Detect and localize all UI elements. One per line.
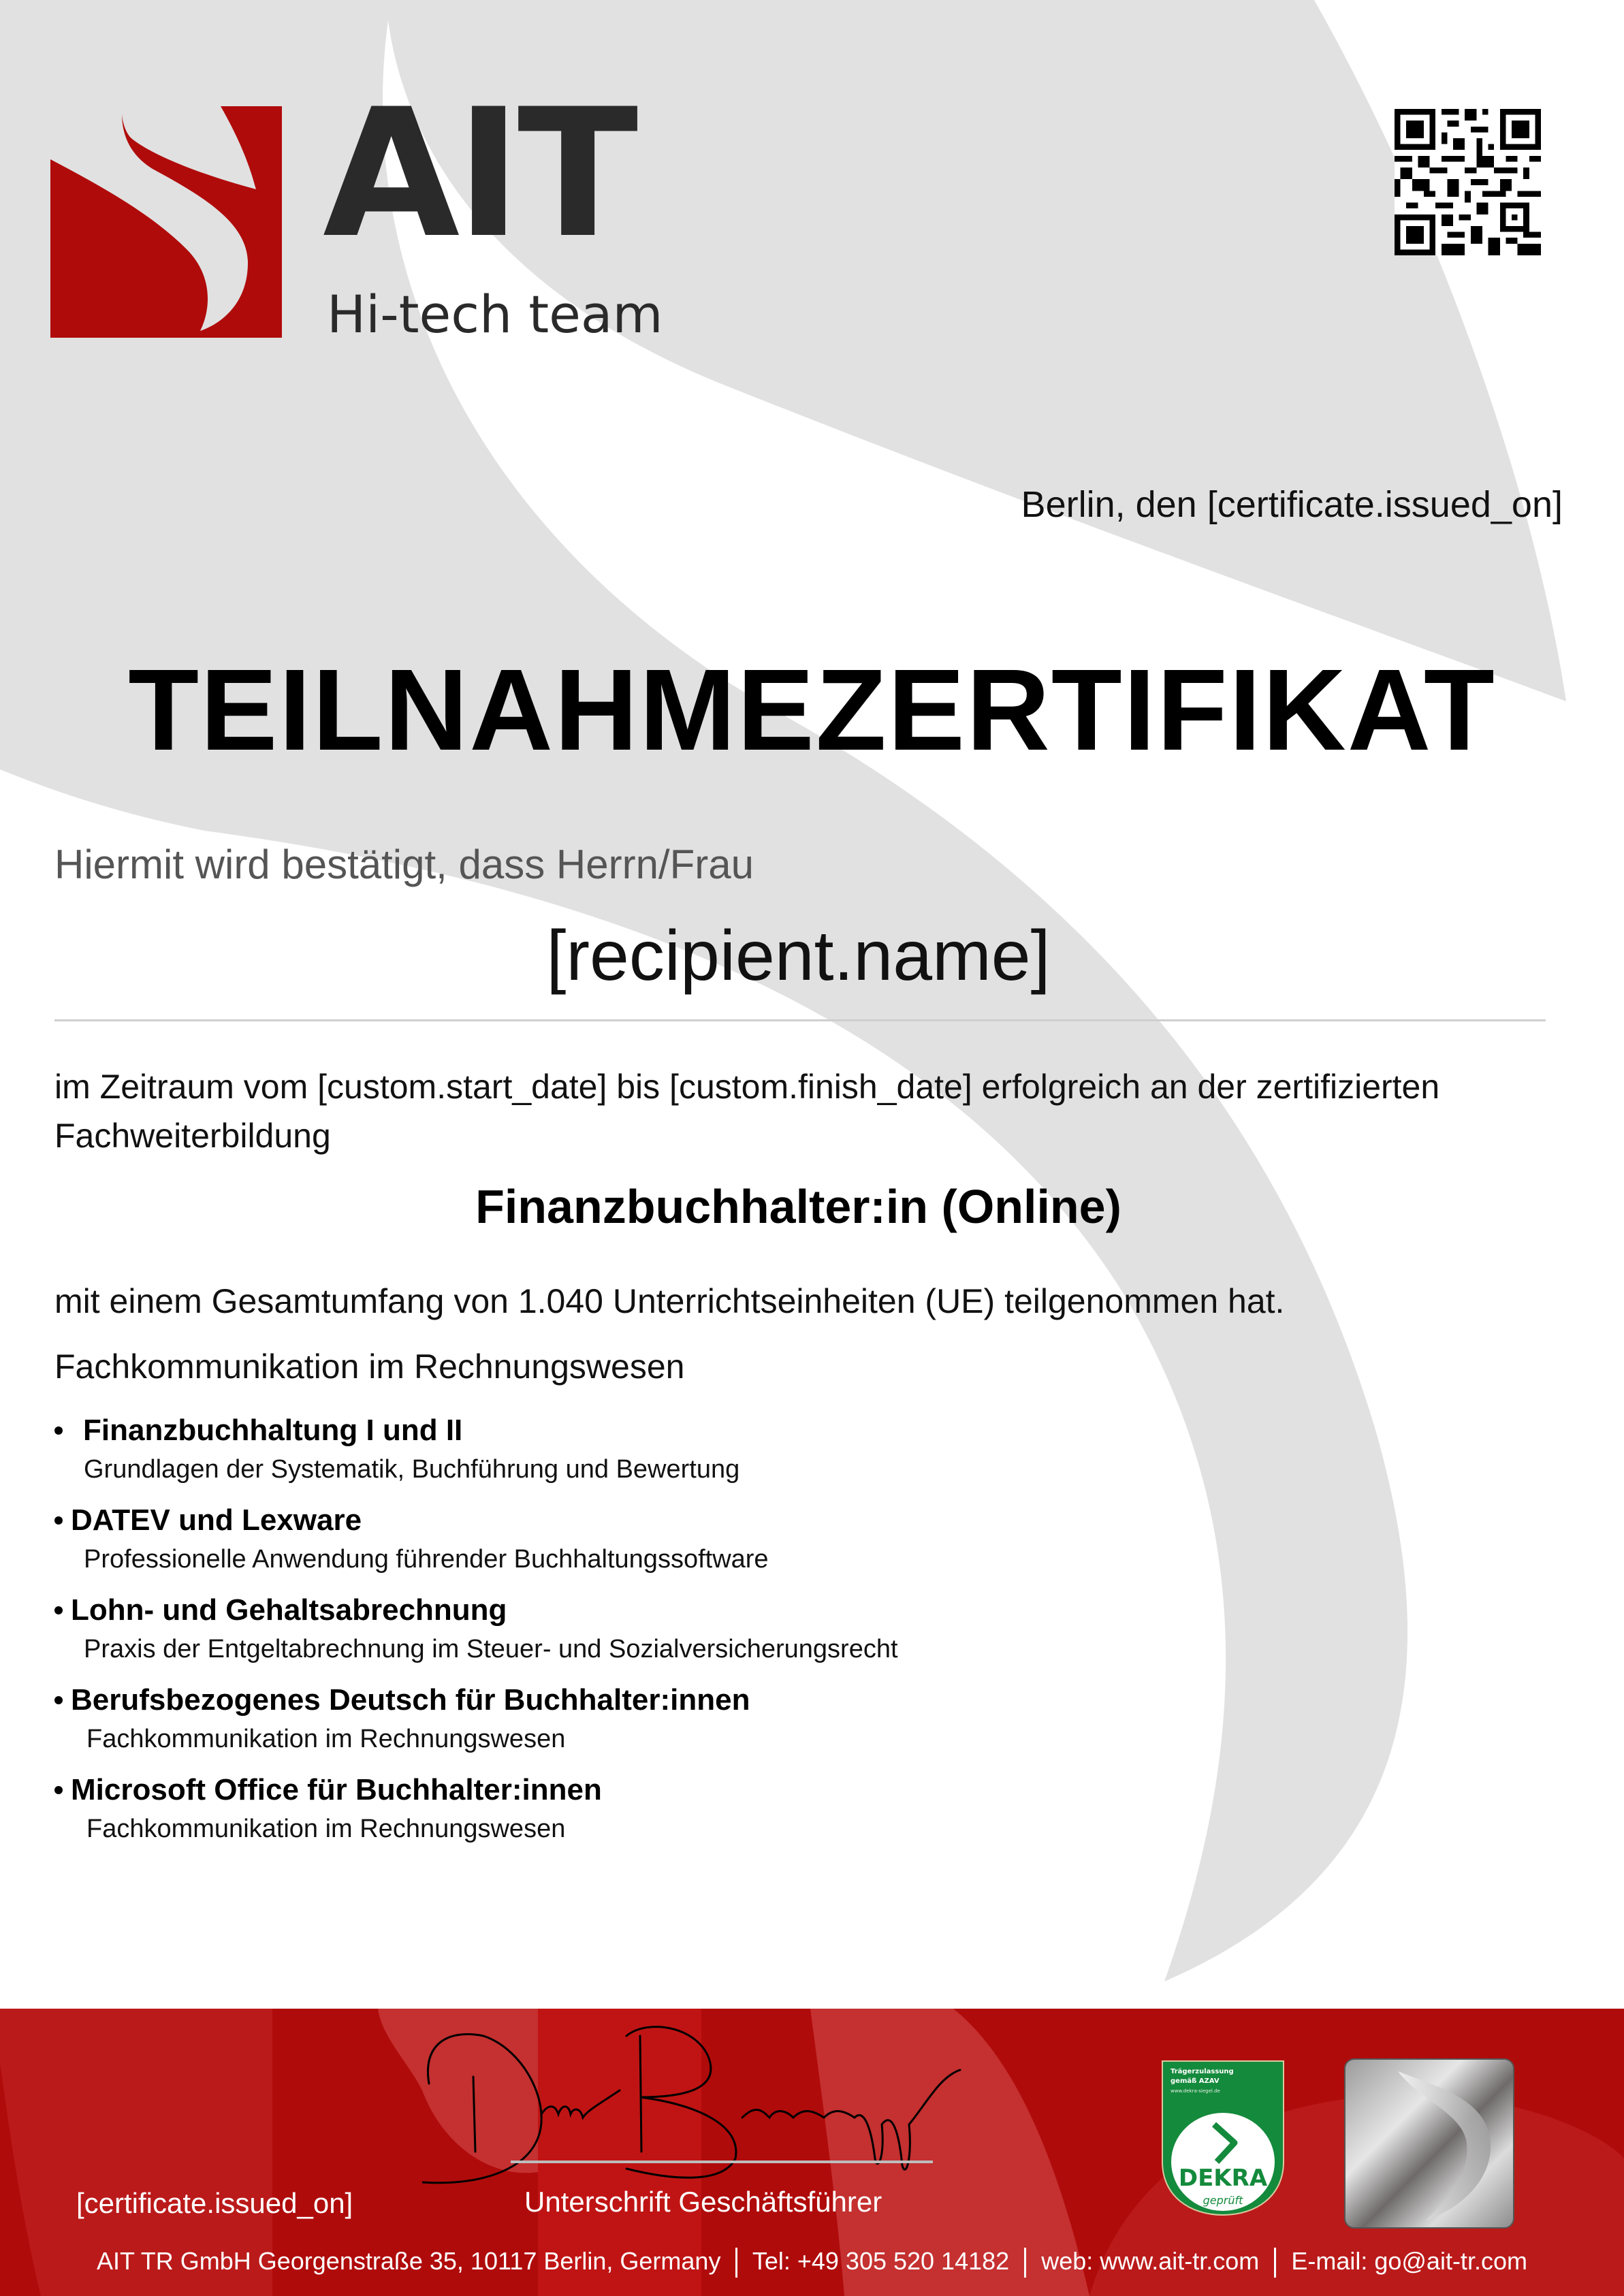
module-title: Finanzbuchhaltung I und II [83, 1414, 463, 1447]
module-description: Fachkommunikation im Rechnungswesen [86, 1725, 566, 1753]
issue-date-footer: [certificate.issued_on] [76, 2187, 353, 2219]
subject-line: Fachkommunikation im Rechnungswesen [54, 1348, 685, 1386]
website-link[interactable]: web: www.ait-tr.com [1041, 2247, 1260, 2275]
company-address: AIT TR GmbH Georgenstraße 35, 10117 Berlin, Germany [97, 2247, 721, 2275]
dekra-azav-badge-icon [1161, 2060, 1285, 2216]
contact-line [0, 2247, 1624, 2278]
module-item [54, 1591, 1076, 1668]
svg-text:www.dekra-siegel.de: www.dekra-siegel.de [1171, 2088, 1220, 2094]
volume-text: mit einem Gesamtumfang von 1.040 Unterrichtseinheiten (UE) teilgenommen hat. [54, 1282, 1285, 1320]
module-title: Microsoft Office für Buchhalter:innen [71, 1773, 602, 1806]
period-text: im Zeitraum vom [custom.start_date] bis [custom.finish_date] erfolgreich an der zertifizierten Fachweiterbildung [54, 1068, 1440, 1155]
email-link[interactable]: E-mail: go@ait-tr.com [1291, 2247, 1527, 2275]
module-item [54, 1770, 1076, 1848]
svg-text:gemäß AZAV: gemäß AZAV [1171, 2077, 1220, 2085]
logo-wordmark: AIT [323, 71, 635, 277]
module-description: Professionelle Anwendung führender Buchhaltungssoftware [84, 1545, 769, 1574]
place-and-date: Berlin, den [certificate.issued_on] [1021, 484, 1563, 525]
bullet-icon [54, 1786, 63, 1794]
course-title: Finanzbuchhalter:in (Online) [475, 1180, 1121, 1233]
bullet-icon [54, 1606, 63, 1614]
bullet-icon [54, 1516, 63, 1525]
certificate-title: TEILNAHMEZERTIFIKAT [128, 645, 1496, 775]
module-item [54, 1501, 1076, 1578]
separator [1274, 2248, 1276, 2278]
recipient-name: [recipient.name] [546, 916, 1051, 995]
module-description: Praxis der Entgeltabrechnung im Steuer- und Sozialversicherungsrecht [84, 1635, 898, 1663]
module-item [54, 1411, 1076, 1488]
separator [1024, 2248, 1026, 2278]
logo-tagline: Hi-tech team [327, 284, 663, 345]
svg-text:DEKRA: DEKRA [1178, 2165, 1268, 2192]
phone-number: Tel: +49 305 520 14182 [752, 2247, 1010, 2275]
module-title: Lohn- und Gehaltsabrechnung [71, 1593, 507, 1627]
signature-label: Unterschrift Geschäftsführer [524, 2186, 882, 2218]
signature-line [511, 2161, 933, 2163]
ait-logo-mark-icon [50, 106, 282, 338]
module-title: DATEV und Lexware [71, 1503, 362, 1537]
module-title: Berufsbezogenes Deutsch für Buchhalter:innen [71, 1683, 750, 1717]
qr-code-icon [1395, 109, 1541, 255]
svg-text:geprüft: geprüft [1203, 2194, 1243, 2207]
bullet-icon [54, 1696, 63, 1704]
bullet-icon [54, 1426, 63, 1435]
ait-silver-seal-icon [1343, 2058, 1515, 2229]
divider [54, 1019, 1546, 1021]
module-item [54, 1680, 1076, 1758]
module-description: Grundlagen der Systematik, Buchführung und Bewertung [84, 1455, 740, 1484]
confirmation-intro: Hiermit wird bestätigt, dass Herrn/Frau [54, 842, 754, 887]
ait-logo [50, 71, 697, 345]
separator [735, 2248, 737, 2278]
module-description: Fachkommunikation im Rechnungswesen [86, 1815, 566, 1843]
svg-text:Trägerzulassung: Trägerzulassung [1171, 2068, 1234, 2075]
module-list [54, 1411, 1076, 1860]
